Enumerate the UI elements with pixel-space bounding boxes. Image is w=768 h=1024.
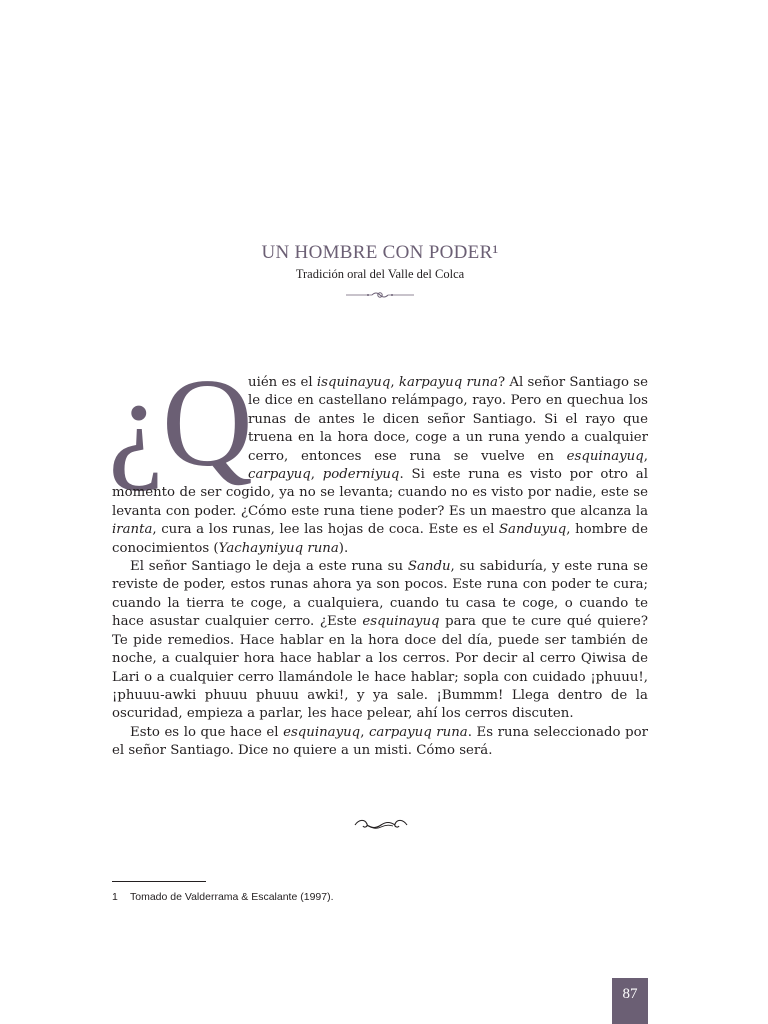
title-ornament-icon	[346, 289, 414, 301]
paragraph	[112, 724, 648, 761]
page-number: 87	[612, 978, 648, 1024]
italic-term: esquinayuq	[362, 614, 440, 630]
italic-term: esquinayuq	[283, 724, 361, 740]
text-run: ? Al señor Santiago se le dice en castellano relámpago, rayo. Pero en quechua los runas de antes le dicen señor Santiago. Si el rayo que truena en la hora doce, coge a un runa yendo a cualquier cerro, entonces ese runa se vuelve en	[248, 375, 648, 464]
footnote-number: 1	[112, 891, 118, 903]
text-run: ,	[310, 467, 323, 483]
italic-term: karpayuq runa	[398, 375, 498, 390]
story-title: UN HOMBRE CON PODER¹	[261, 242, 499, 263]
italic-term: isquinayuq	[316, 375, 391, 390]
italic-term: Sandu	[407, 559, 451, 575]
text-run: uién es el	[248, 375, 317, 390]
text-run: , hombre de conocimientos (	[112, 522, 648, 556]
text-run: El señor Santiago le deja a este runa su	[130, 559, 408, 575]
story-subtitle: Tradición oral del Valle del Colca	[295, 267, 465, 281]
text-run: ,	[360, 724, 369, 740]
footnote	[112, 890, 652, 904]
text-run: para que te cure qué quiere? Te pide remedios. Hace hablar en la hora doce del día, puede ser también de noche, a cualquier hora hace hablar a los cerros. Por decir al cerro Qiwisa de Lari o a cualquier cerro llamándole le hace hablar; sopla con cuidado ¡phuuu!, ¡phuuu-awki phuuu phuuu awki!, y ya sale. ¡Bummm! Llega dentro de la oscuridad, empieza a parlar, les hace pelear, ahí los cerros discuten.	[112, 614, 648, 722]
text-run: ).	[338, 540, 349, 556]
italic-term: carpayuq	[248, 467, 311, 483]
end-ornament-icon	[351, 818, 411, 832]
italic-term: esquinayuq	[566, 448, 644, 464]
text-run: . Es runa seleccionado por el señor Santiago. Dice no quiere a un misti. Cómo será.	[112, 724, 648, 759]
italic-term: Sanduyuq	[498, 522, 567, 538]
text-run: Esto es lo que hace el	[130, 724, 284, 740]
text-run: , cura a los runas, lee las hojas de coca. Este es el	[152, 522, 499, 538]
paragraph	[112, 374, 648, 558]
italic-term: poderniyuq	[322, 467, 400, 483]
text-run: . Si este runa es visto por otro al momento de ser cogido, ya no se levanta; cuando no es visto por nadie, este se levanta con poder. ¿Cómo este runa tiene poder? Es un maestro que alcanza la	[112, 467, 648, 519]
paragraph	[112, 558, 648, 724]
drop-cap: ¿Q	[108, 354, 251, 493]
italic-term: carpayuq runa	[368, 724, 468, 740]
footnote-rule	[112, 881, 206, 882]
footnote-text: Tomado de Valderrama & Escalante (1997).	[130, 891, 334, 903]
italic-term: iranta	[112, 522, 153, 538]
story-body	[112, 374, 648, 761]
text-run: ,	[643, 448, 648, 464]
drop-cap-space	[112, 374, 248, 484]
text-run: ,	[390, 375, 399, 390]
text-run: , su sabiduría, y este runa se reviste de poder, estos runas ahora ya son pocos. Este runa con poder te cura; cuando la tierra te coge, a cualquiera, cuando tu casa te coge, o cuando te hace asustar cualquier cerro. ¿Este	[112, 559, 648, 630]
italic-term: Yachayniyuq runa	[218, 540, 339, 556]
